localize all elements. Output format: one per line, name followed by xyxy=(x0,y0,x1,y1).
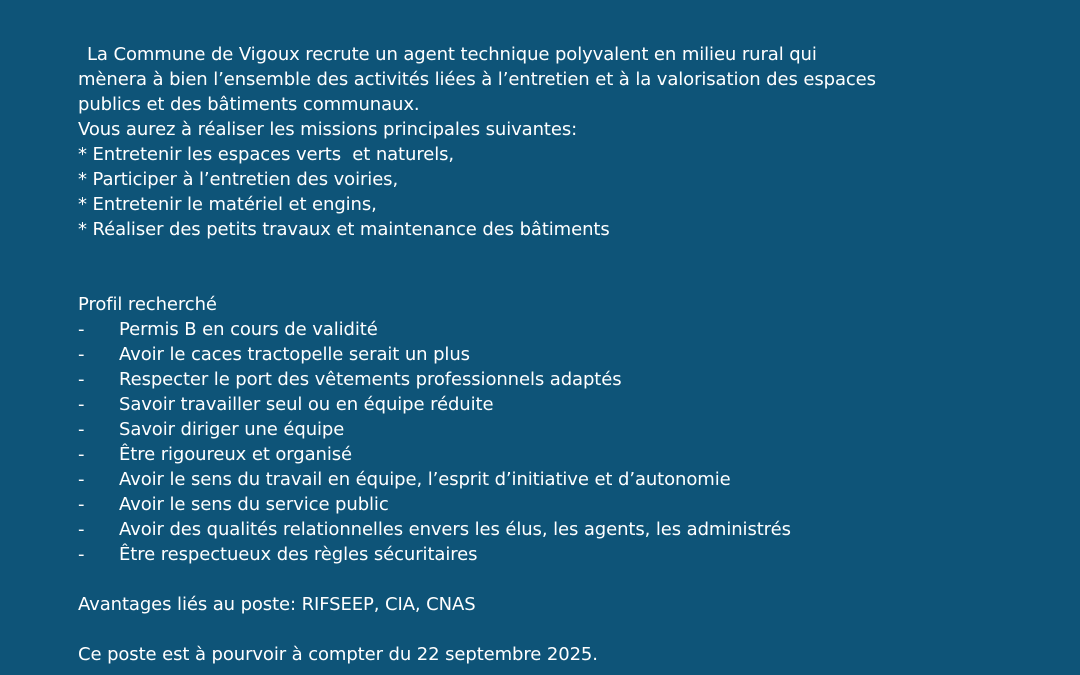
profile-item xyxy=(78,392,1038,417)
section-spacer xyxy=(78,617,1038,642)
intro-line: publics et des bâtiments communaux. xyxy=(78,94,420,115)
profile-item xyxy=(78,467,1038,492)
profile-item-text: Permis B en cours de validité xyxy=(119,319,378,340)
profile-item-text: Être rigoureux et organisé xyxy=(119,444,353,465)
mission-item: * Réaliser des petits travaux et maintenance des bâtiments xyxy=(78,219,610,240)
profile-item xyxy=(78,417,1038,442)
profile-item xyxy=(78,367,1038,392)
missions-list xyxy=(78,142,1038,242)
dash-bullet: - xyxy=(78,469,85,490)
dash-bullet: - xyxy=(78,494,85,515)
section-spacer xyxy=(78,567,1038,592)
profile-item-text: Avoir le sens du service public xyxy=(119,494,389,515)
dash-bullet: - xyxy=(78,344,85,365)
intro-line: Vous aurez à réaliser les missions principales suivantes: xyxy=(78,119,578,140)
dash-bullet: - xyxy=(78,319,85,340)
profile-item-text: Savoir diriger une équipe xyxy=(119,419,345,440)
dash-bullet: - xyxy=(78,519,85,540)
intro-line: La Commune de Vigoux recrute un agent technique polyvalent en milieu rural qui xyxy=(87,44,817,65)
mission-item: * Participer à l’entretien des voiries, xyxy=(78,169,399,190)
profile-item xyxy=(78,517,1038,542)
dash-bullet: - xyxy=(78,394,85,415)
section-spacer xyxy=(78,242,1038,292)
intro-line: mènera à bien l’ensemble des activités liées à l’entretien et à la valorisation des espaces xyxy=(78,69,876,90)
mission-item: * Entretenir les espaces verts et naturels, xyxy=(78,144,454,165)
decorative-title-remnant xyxy=(0,0,1080,4)
dash-bullet: - xyxy=(78,544,85,565)
dash-bullet: - xyxy=(78,369,85,390)
profile-item-text: Être respectueux des règles sécuritaires xyxy=(119,544,478,565)
profile-title: Profil recherché xyxy=(78,294,217,315)
profile-item-text: Avoir des qualités relationnelles envers les élus, les agents, les administrés xyxy=(119,519,791,540)
profile-item-text: Respecter le port des vêtements professionnels adaptés xyxy=(119,369,622,390)
profile-item-text: Avoir le sens du travail en équipe, l’esprit d’initiative et d’autonomie xyxy=(119,469,731,490)
dash-bullet: - xyxy=(78,444,85,465)
start-date-text: Ce poste est à pourvoir à compter du 22 septembre 2025. xyxy=(78,644,598,665)
profile-item-text: Avoir le caces tractopelle serait un plus xyxy=(119,344,470,365)
profile-item xyxy=(78,492,1038,517)
profile-item xyxy=(78,442,1038,467)
job-posting-body xyxy=(78,42,1038,667)
profile-item xyxy=(78,342,1038,367)
profile-item xyxy=(78,317,1038,342)
dash-bullet: - xyxy=(78,419,85,440)
profile-item xyxy=(78,542,1038,567)
intro-paragraph xyxy=(78,42,1038,142)
mission-item: * Entretenir le matériel et engins, xyxy=(78,194,377,215)
profile-item-text: Savoir travailler seul ou en équipe réduite xyxy=(119,394,494,415)
profile-list xyxy=(78,317,1038,567)
advantages-text: Avantages liés au poste: RIFSEEP, CIA, CNAS xyxy=(78,594,476,615)
